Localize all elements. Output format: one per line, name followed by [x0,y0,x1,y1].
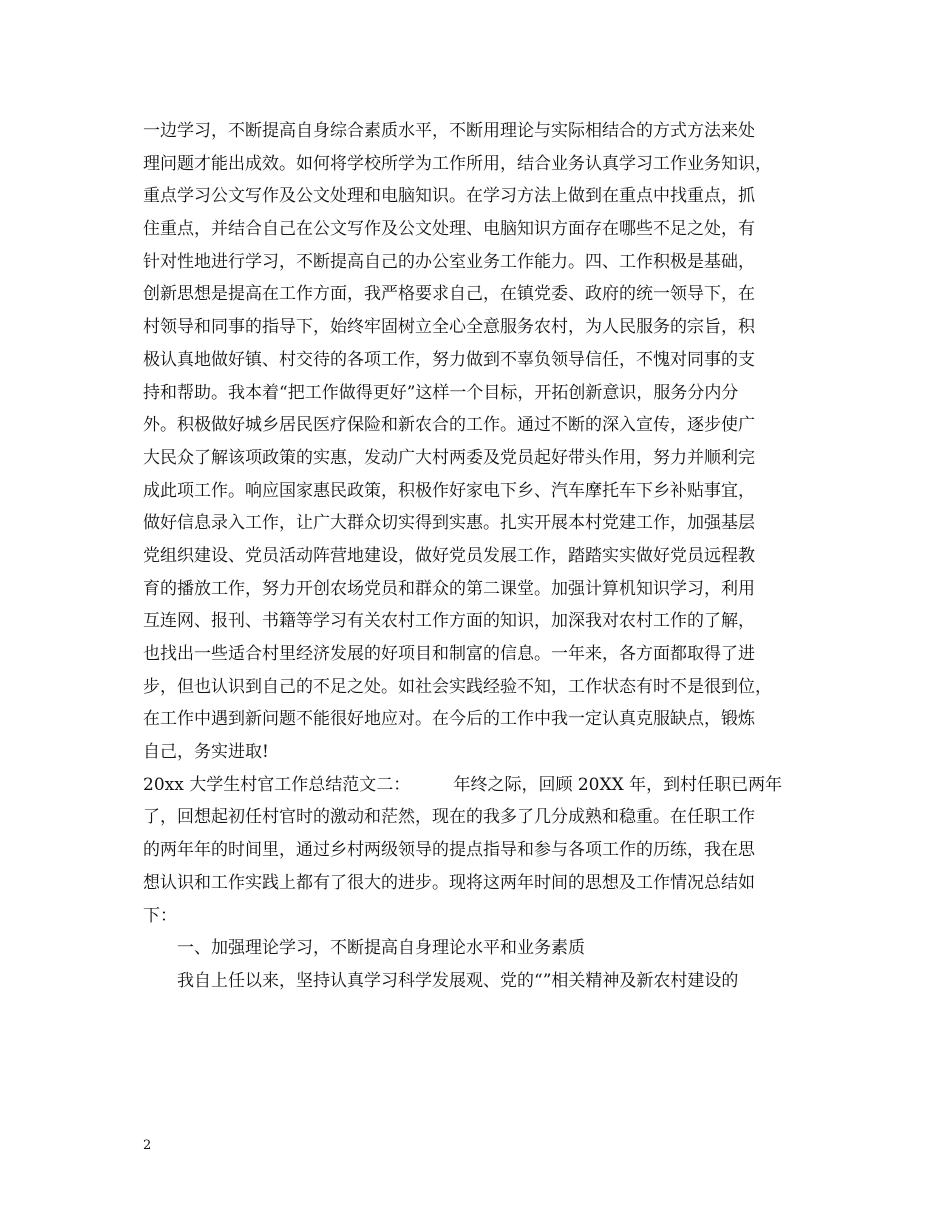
text-line: 育的播放工作，努力开创农场党员和群众的第二课堂。加强计算机知识学习，利用 [143,578,755,599]
text-line: 互连网、报刊、书籍等学习有关农村工作方面的知识，加深我对农村工作的了解， [143,611,755,632]
text-line: 极认真地做好镇、村交待的各项工作，努力做到不辜负领导信任，不愧对同事的支 [143,349,755,370]
subheading-line: 一、加强理论学习，不断提高自身理论水平和业务素质 [143,938,585,959]
text-line: 步，但也认识到自己的不足之处。如社会实践经验不知，工作状态有时不是很到位， [143,676,772,697]
document-body [143,115,823,998]
text-line: 下： [143,905,177,926]
text-line: 大民众了解该项政策的实惠，发动广大村两委及党员起好带头作用，努力并顺利完 [143,447,755,468]
text-line: 住重点，并结合自己在公文写作及公文处理、电脑知识方面存在哪些不足之处，有 [143,219,755,240]
text-line: 成此项工作。响应国家惠民政策，积极作好家电下乡、汽车摩托车下乡补贴事宜， [143,480,755,501]
page-number: 2 [143,1138,152,1153]
text-line: 想认识和工作实践上都有了很大的进步。现将这两年时间的思想及工作情况总结如 [143,872,755,893]
text-line: 也找出一些适合村里经济发展的好项目和制富的信息。一年来，各方面都取得了进 [143,644,755,664]
text-line: 了，回想起初任村官时的激动和茫然，现在的我多了几分成熟和稳重。在任职工作 [143,807,755,828]
text-line: 创新思想是提高在工作方面，我严格要求自己，在镇党委、政府的统一领导下，在 [143,284,755,305]
text-line: 一边学习，不断提高自身综合素质水平，不断用理论与实际相结合的方式方法来处 [143,121,755,141]
text-line: 在工作中遇到新问题不能很好地应对。在今后的工作中我一定认真克服缺点，锻炼 [143,709,755,730]
text-line: 针对性地进行学习，不断提高自己的办公室业务工作能力。四、工作积极是基础， [143,251,755,272]
text-line: 的两年年的时间里，通过乡村两级领导的提点指导和参与各项工作的历练，我在思 [143,840,755,861]
text-line: 我自上任以来，坚持认真学习科学发展观、党的“”相关精神及新农村建设的 [143,970,739,991]
section-heading-line: 20xx 大学生村官工作总结范文二： 年终之际，回顾 20XX 年，到村任职已两年 [143,774,783,795]
text-line: 党组织建设、党员活动阵营地建设，做好党员发展工作，踏踏实实做好党员远程教 [143,545,755,566]
text-line: 村领导和同事的指导下，始终牢固树立全心全意服务农村，为人民服务的宗旨，积 [143,317,755,338]
text-line: 持和帮助。我本着“把工作做得更好”这样一个目标，开拓创新意识，服务分内分 [143,382,739,403]
text-line: 自己，务实进取! [143,742,269,763]
text-line: 重点学习公文写作及公文处理和电脑知识。在学习方法上做到在重点中找重点，抓 [143,186,755,207]
text-line: 外。积极做好城乡居民医疗保险和新农合的工作。通过不断的深入宣传，逐步使广 [143,415,755,436]
text-line: 做好信息录入工作，让广大群众切实得到实惠。扎实开展本村党建工作，加强基层 [143,513,755,534]
text-line: 理问题才能出成效。如何将学校所学为工作所用，结合业务认真学习工作业务知识， [143,153,772,174]
